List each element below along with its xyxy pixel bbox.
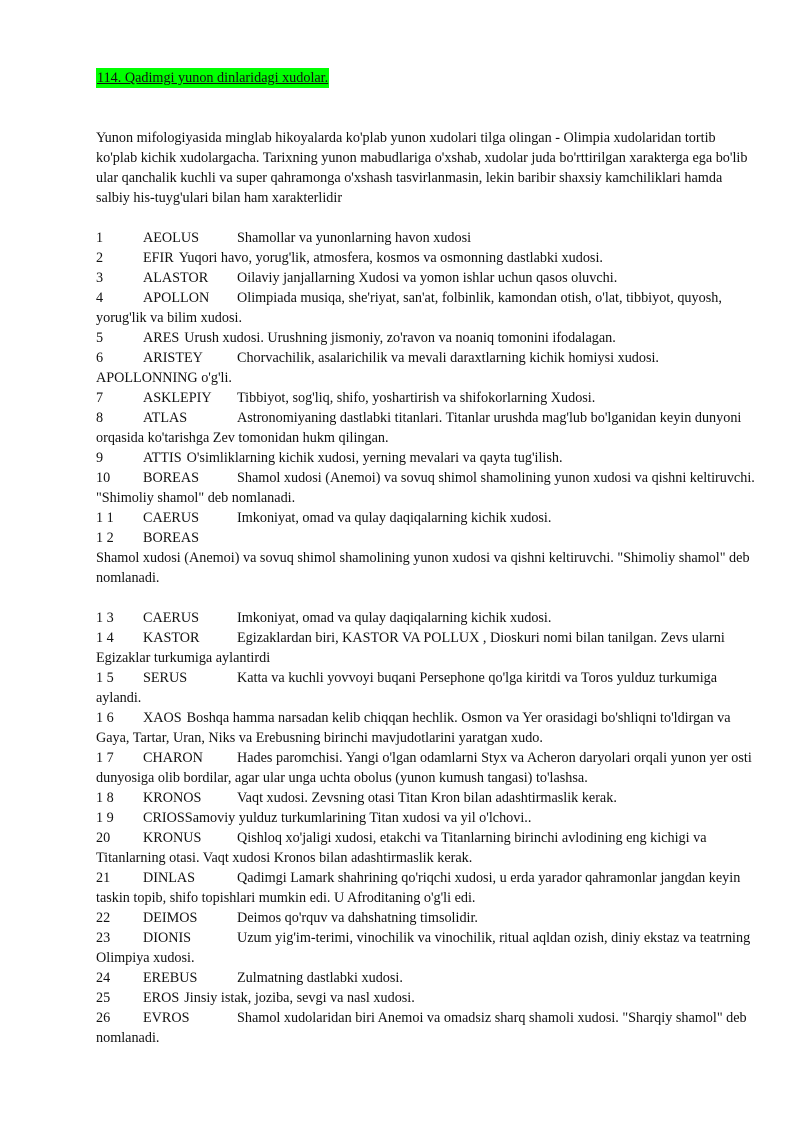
- entry-name: APOLLON: [143, 290, 210, 306]
- entry-name: EREBUS: [143, 970, 198, 986]
- entry-name: KASTOR: [143, 630, 200, 646]
- entry-description: Boshqa hamma narsadan kelib chiqqan hechlik. Osmon va Yer orasidagi bo'shliqni to'ldirgan va Gaya, Tartar, Uran, Niks va Erebusning birinchi mavjudotlarini yaratgan xudo.: [96, 710, 731, 746]
- entry-description: Chorvachilik, asalarichilik va mevali daraxtlarning kichik homiysi xudosi. APOLLONNING o'g'li.: [96, 350, 659, 386]
- entry-name: ASKLEPIY: [143, 390, 212, 406]
- entry-description: Urush xudosi. Urushning jismoniy, zo'ravon va noaniq tomonini ifodalagan.: [184, 330, 616, 346]
- entry-description: Shamol xudosi (Anemoi) va sovuq shimol shamolining yunon xudosi va qishni keltiruvchi. "Shimoliy shamol" deb nomlanadi.: [96, 470, 755, 506]
- list-item: [96, 228, 756, 248]
- intro-paragraph: Yunon mifologiyasida minglab hikoyalarda ko'plab yunon xudolari tilga olingan - Olimpia xudolaridan tortib ko'plab kichik xudolargacha. Tarixning yunon mabudlariga o'xshab, xudolar juda bo'rttirilgan xarakterga ega bo'lib ular qanchalik kuchli va super qahramonga o'xshash tasvirlanmasin, lekin baribir shaxsiy kamchiliklari hamda salbiy his-tuyg'ulari bilan ham xarakterlidir: [96, 130, 748, 206]
- entry-description: Vaqt xudosi. Zevsning otasi Titan Kron bilan adashtirmaslik kerak.: [237, 790, 617, 806]
- entry-description: Shamollar va yunonlarning havon xudosi: [237, 230, 472, 246]
- list-item: [96, 388, 756, 408]
- entry-number: 2: [96, 250, 104, 266]
- entry-number: 1 5: [96, 670, 114, 686]
- entry-name: BOREAS: [143, 530, 199, 546]
- entry-description: Qadimgi Lamark shahrining qo'riqchi xudosi, u erda yarador qahramonlar jangdan keyin taskin topib, shifo topishlari mumkin edi. U Afroditaning o'g'li edi.: [96, 870, 741, 906]
- entry-name: ARES: [143, 330, 180, 346]
- entry-number: 1 4: [96, 630, 114, 646]
- entry-name: CAERUS: [143, 610, 199, 626]
- entry-name: KRONOS: [143, 790, 202, 806]
- list-item: [96, 828, 756, 868]
- entry-name: XAOS: [143, 710, 182, 726]
- list-item: [96, 968, 756, 988]
- list-item: [96, 668, 756, 708]
- list-item: [96, 588, 756, 608]
- entry-description: Oilaviy janjallarning Xudosi va yomon ishlar uchun qasos oluvchi.: [237, 270, 618, 286]
- entry-description: Tibbiyot, sog'liq, shifo, yoshartirish va shifokorlarning Xudosi.: [237, 390, 596, 406]
- entry-number: 1 8: [96, 790, 114, 806]
- list-item: [96, 628, 756, 668]
- entry-number: 8: [96, 410, 104, 426]
- entry-number: 1 6: [96, 710, 114, 726]
- entry-name: DEIMOS: [143, 910, 198, 926]
- entry-description: Hades paromchisi. Yangi o'lgan odamlarni Styx va Acheron daryolari orqali yunon yer osti dunyosiga olib bordilar, agar ular unga uchta obolus (yunon kumush tangasi) to'lashsa.: [96, 750, 752, 786]
- list-item: [96, 868, 756, 908]
- entry-number: 4: [96, 290, 104, 306]
- list-item: [96, 448, 756, 468]
- list-item: [96, 528, 756, 548]
- entry-name: BOREAS: [143, 470, 199, 486]
- list-item: [96, 288, 756, 328]
- entry-description: Deimos qo'rquv va dahshatning timsolidir.: [237, 910, 478, 926]
- list-item: [96, 608, 756, 628]
- entry-description: Shamol xudolaridan biri Anemoi va omadsiz sharq shamoli xudosi. "Sharqiy shamol" deb nomlanadi.: [96, 1010, 747, 1046]
- entry-number: 1 9: [96, 810, 114, 826]
- list-item: [96, 248, 756, 268]
- list-item: [96, 348, 756, 388]
- entry-number: 24: [96, 970, 111, 986]
- list-item: [96, 508, 756, 528]
- list-item: [96, 408, 756, 448]
- section-heading: 114. Qadimgi yunon dinlaridagi xudolar.: [97, 70, 329, 86]
- entry-number: 22: [96, 910, 111, 926]
- entry-name: DIONIS: [143, 930, 192, 946]
- list-item: [96, 328, 756, 348]
- entry-number: 23: [96, 930, 111, 946]
- entry-number: 21: [96, 870, 111, 886]
- entry-name: DINLAS: [143, 870, 196, 886]
- entry-number: 10: [96, 470, 111, 486]
- entry-description: Imkoniyat, omad va qulay daqiqalarning kichik xudosi.: [237, 610, 552, 626]
- list-item: [96, 268, 756, 288]
- entry-name: CRIOSS: [143, 810, 193, 826]
- entry-description: Shamol xudosi (Anemoi) va sovuq shimol shamolining yunon xudosi va qishni keltiruvchi. "Shimoliy shamol" deb nomlanadi.: [96, 550, 750, 586]
- entry-number: 20: [96, 830, 111, 846]
- entry-name: EROS: [143, 990, 180, 1006]
- list-item: [96, 468, 756, 508]
- entry-name: ARISTEY: [143, 350, 203, 366]
- entry-description: Imkoniyat, omad va qulay daqiqalarning kichik xudosi.: [237, 510, 552, 526]
- entry-name: KRONUS: [143, 830, 202, 846]
- entry-name: EVROS: [143, 1010, 190, 1026]
- entry-name: CAERUS: [143, 510, 199, 526]
- entry-number: 1 3: [96, 610, 114, 626]
- entry-name: ATLAS: [143, 410, 188, 426]
- entry-description: Qishloq xo'jaligi xudosi, etakchi va Titanlarning birinchi avlodining eng kichigi va Titanlarning otasi. Vaqt xudosi Kronos bilan adashtirmaslik kerak.: [96, 830, 707, 866]
- entry-description: Uzum yig'im-terimi, vinochilik va vinochilik, ritual aqldan ozish, diniy ekstaz va teatrning Olimpiya xudosi.: [96, 930, 751, 966]
- entry-name: AEOLUS: [143, 230, 199, 246]
- entry-description: O'simliklarning kichik xudosi, yerning mevalari va qayta tug'ilish.: [186, 450, 563, 466]
- list-item: [96, 1008, 756, 1048]
- entry-number: 5: [96, 330, 104, 346]
- list-item: [96, 788, 756, 808]
- list-item: [96, 748, 756, 788]
- entry-name: ATTIS: [143, 450, 182, 466]
- entry-name: CHARON: [143, 750, 203, 766]
- entry-number: 3: [96, 270, 104, 286]
- entry-description: Jinsiy istak, joziba, sevgi va nasl xudosi.: [184, 990, 415, 1006]
- entry-number: 7: [96, 390, 104, 406]
- entry-number: 1 1: [96, 510, 114, 526]
- entry-number: 1 2: [96, 530, 114, 546]
- entry-number: 1: [96, 230, 104, 246]
- entry-name: ALASTOR: [143, 270, 209, 286]
- entry-description: Katta va kuchli yovvoyi buqani Persephone qo'lga kiritdi va Toros yulduz turkumiga aylandi.: [96, 670, 718, 706]
- entry-number: 9: [96, 450, 104, 466]
- entry-name: SERUS: [143, 670, 188, 686]
- entry-description: Zulmatning dastlabki xudosi.: [237, 970, 403, 986]
- entry-number: 26: [96, 1010, 111, 1026]
- list-item: [96, 548, 756, 588]
- entry-description: Yuqori havo, yorug'lik, atmosfera, kosmos va osmonning dastlabki xudosi.: [178, 250, 603, 266]
- entry-description: Egizaklardan biri, KASTOR VA POLLUX , Dioskuri nomi bilan tanilgan. Zevs ularni Egizaklar turkumiga aylantirdi: [96, 630, 725, 666]
- list-item: [96, 708, 756, 748]
- entry-description: Astronomiyaning dastlabki titanlari. Titanlar urushda mag'lub bo'lganidan keyin dunyoni orqasida ko'tarishga Zev tomonidan hukm qilingan.: [96, 410, 742, 446]
- entry-number: 25: [96, 990, 111, 1006]
- entry-description: amoviy yulduz turkumlarining Titan xudosi va yil o'lchovi..: [192, 810, 532, 826]
- list-item: [96, 908, 756, 928]
- entry-description: Olimpiada musiqa, she'riyat, san'at, folbinlik, kamondan otish, o'lat, tibbiyot, quyosh, yorug'lik va bilim xudosi.: [96, 290, 722, 326]
- list-item: [96, 988, 756, 1008]
- list-item: [96, 808, 756, 828]
- entry-number: 6: [96, 350, 104, 366]
- list-item: [96, 928, 756, 968]
- entry-name: EFIR: [143, 250, 174, 266]
- entry-number: 1 7: [96, 750, 114, 766]
- deity-list: [96, 228, 756, 1048]
